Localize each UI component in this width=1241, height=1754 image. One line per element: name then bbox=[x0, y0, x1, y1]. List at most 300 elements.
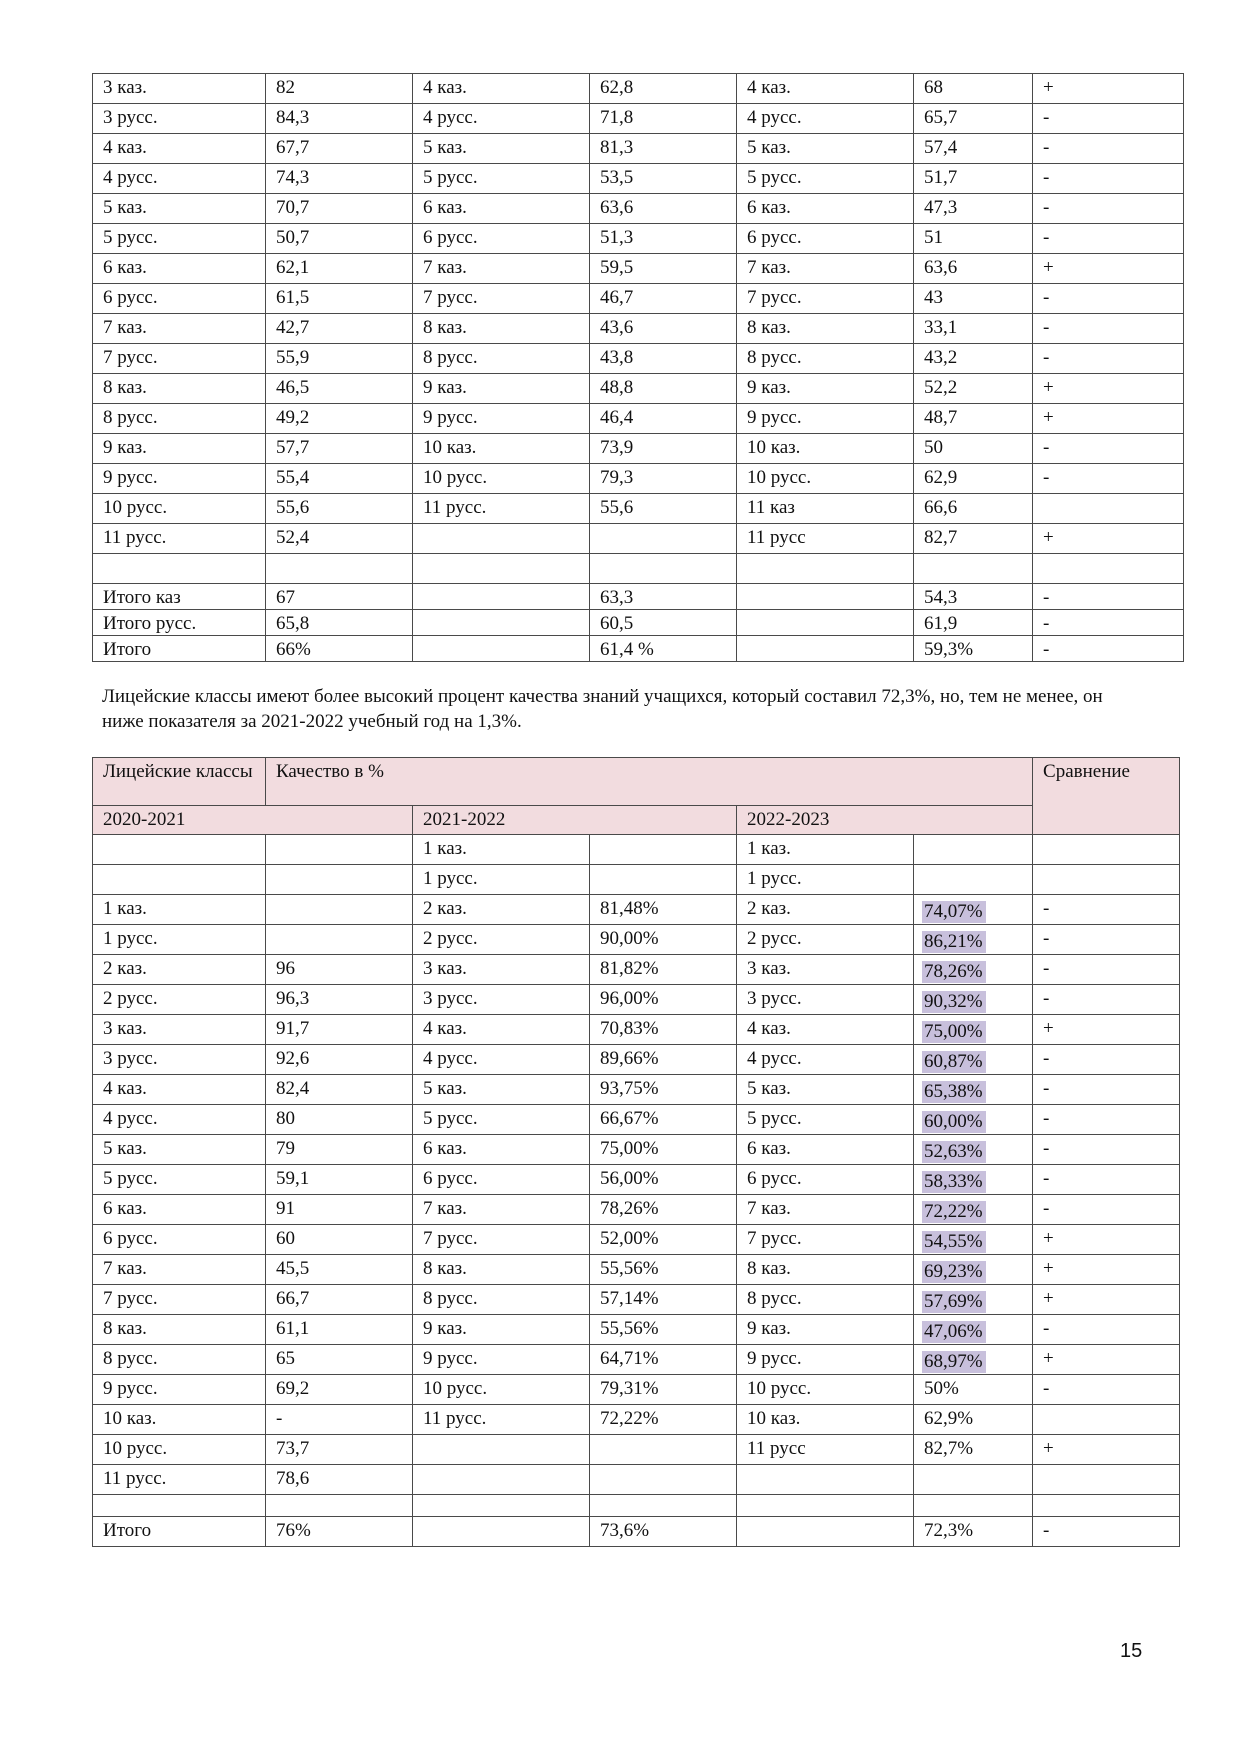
table-row bbox=[93, 925, 1180, 955]
table-cell bbox=[914, 1165, 1033, 1195]
table-cell: 9 каз. bbox=[413, 374, 590, 404]
table-cell: 10 русс. bbox=[737, 464, 914, 494]
table-cell: 52,2 bbox=[914, 374, 1033, 404]
table-cell: - bbox=[1033, 284, 1184, 314]
table-cell: 51,3 bbox=[590, 224, 737, 254]
table-cell: - bbox=[1033, 134, 1184, 164]
table-cell bbox=[413, 584, 590, 610]
table-cell: + bbox=[1033, 74, 1184, 104]
table-cell: 47,3 bbox=[914, 194, 1033, 224]
table-cell: + bbox=[1033, 404, 1184, 434]
table-cell: 8 каз. bbox=[93, 1315, 266, 1345]
table-row bbox=[93, 1045, 1180, 1075]
table-cell: 45,5 bbox=[266, 1255, 413, 1285]
table-cell: + bbox=[1033, 1255, 1180, 1285]
table-cell bbox=[914, 1495, 1033, 1517]
table-row bbox=[93, 1375, 1180, 1405]
table-cell: - bbox=[1033, 925, 1180, 955]
table-cell: - bbox=[1033, 104, 1184, 134]
table-cell: 7 каз. bbox=[93, 314, 266, 344]
header-lyceum-classes: Лицейские классы bbox=[93, 758, 266, 806]
table-cell: 55,6 bbox=[266, 494, 413, 524]
table-cell bbox=[914, 1255, 1033, 1285]
table-cell: 10 каз. bbox=[413, 434, 590, 464]
table-row bbox=[93, 1345, 1180, 1375]
table-cell: - bbox=[1033, 1195, 1180, 1225]
table-cell: 6 русс. bbox=[93, 284, 266, 314]
table-cell: - bbox=[1033, 314, 1184, 344]
table-cell: 43,8 bbox=[590, 344, 737, 374]
table-cell: 7 русс. bbox=[93, 1285, 266, 1315]
table-cell: 43,2 bbox=[914, 344, 1033, 374]
table-cell: 60,5 bbox=[590, 610, 737, 636]
table-cell bbox=[413, 610, 590, 636]
table-cell bbox=[590, 524, 737, 554]
table-cell: 10 каз. bbox=[737, 434, 914, 464]
table-row bbox=[93, 985, 1180, 1015]
table-cell: + bbox=[1033, 1285, 1180, 1315]
table-cell: - bbox=[1033, 1517, 1180, 1547]
table-cell: 81,3 bbox=[590, 134, 737, 164]
table-cell bbox=[914, 1135, 1033, 1165]
table-cell: 81,82% bbox=[590, 955, 737, 985]
table-cell bbox=[914, 1315, 1033, 1345]
table-cell: 7 каз. bbox=[413, 1195, 590, 1225]
header-year-2021-2022: 2021-2022 bbox=[413, 806, 737, 835]
table-cell: 2 каз. bbox=[737, 895, 914, 925]
table-cell: 4 каз. bbox=[93, 1075, 266, 1105]
table-cell: 8 русс. bbox=[737, 344, 914, 374]
table-cell: 66% bbox=[266, 636, 413, 662]
table-cell bbox=[914, 955, 1033, 985]
table-cell: + bbox=[1033, 1345, 1180, 1375]
table-cell: 82,7% bbox=[914, 1435, 1033, 1465]
table-cell: - bbox=[1033, 610, 1184, 636]
table-cell: 11 русс. bbox=[93, 524, 266, 554]
table-cell: 43,6 bbox=[590, 314, 737, 344]
table-cell: + bbox=[1033, 254, 1184, 284]
table-row bbox=[93, 344, 1184, 374]
table-row bbox=[93, 1075, 1180, 1105]
table-cell: 4 русс. bbox=[93, 1105, 266, 1135]
table-cell: 6 каз. bbox=[737, 1135, 914, 1165]
table-cell: 63,6 bbox=[914, 254, 1033, 284]
table-cell: 65,8 bbox=[266, 610, 413, 636]
table-cell: 9 русс. bbox=[93, 1375, 266, 1405]
table-cell: 4 русс. bbox=[413, 104, 590, 134]
table-cell: 46,4 bbox=[590, 404, 737, 434]
table-row bbox=[93, 835, 1180, 865]
table-row bbox=[93, 1195, 1180, 1225]
table-cell: 91,7 bbox=[266, 1015, 413, 1045]
table-cell: 82,7 bbox=[914, 524, 1033, 554]
table-cell: 4 каз. bbox=[737, 1015, 914, 1045]
table-cell: 8 каз. bbox=[413, 1255, 590, 1285]
table-cell bbox=[914, 865, 1033, 895]
table-cell bbox=[413, 1465, 590, 1495]
table-cell bbox=[914, 1195, 1033, 1225]
table-row bbox=[93, 895, 1180, 925]
table-cell bbox=[914, 835, 1033, 865]
table-cell: 54,3 bbox=[914, 584, 1033, 610]
table-cell: 7 русс. bbox=[737, 1225, 914, 1255]
table-cell bbox=[914, 1105, 1033, 1135]
table-cell: + bbox=[1033, 1015, 1180, 1045]
table-cell: 7 русс. bbox=[93, 344, 266, 374]
table-cell: 62,9 bbox=[914, 464, 1033, 494]
table-header-years-row bbox=[93, 806, 1180, 835]
table-cell: 9 русс. bbox=[413, 1345, 590, 1375]
table-cell: 62,9% bbox=[914, 1405, 1033, 1435]
table-cell: - bbox=[1033, 1315, 1180, 1345]
highlighted-value: 69,23% bbox=[922, 1261, 986, 1283]
table-cell bbox=[914, 1075, 1033, 1105]
table-cell: 61,1 bbox=[266, 1315, 413, 1345]
table-row bbox=[93, 74, 1184, 104]
table-cell: 11 русс. bbox=[93, 1465, 266, 1495]
table-cell: 51,7 bbox=[914, 164, 1033, 194]
table-cell: 5 каз. bbox=[93, 194, 266, 224]
highlighted-value: 57,69% bbox=[922, 1291, 986, 1313]
table-cell: 2 русс. bbox=[413, 925, 590, 955]
table-cell bbox=[914, 1465, 1033, 1495]
table-cell: 60 bbox=[266, 1225, 413, 1255]
table-cell: 9 русс. bbox=[737, 404, 914, 434]
table-cell: 72,22% bbox=[590, 1405, 737, 1435]
table-cell bbox=[914, 1285, 1033, 1315]
table-cell: 80 bbox=[266, 1105, 413, 1135]
table-cell: 7 русс. bbox=[737, 284, 914, 314]
table-cell: 62,8 bbox=[590, 74, 737, 104]
table-cell: 5 каз. bbox=[413, 134, 590, 164]
table-cell: 9 русс. bbox=[93, 464, 266, 494]
total-row bbox=[93, 636, 1184, 662]
table-cell: 73,6% bbox=[590, 1517, 737, 1547]
table-cell: 5 русс. bbox=[413, 164, 590, 194]
table-cell: 91 bbox=[266, 1195, 413, 1225]
table-cell: 7 каз. bbox=[413, 254, 590, 284]
table-cell: - bbox=[1033, 344, 1184, 374]
table-cell bbox=[914, 1015, 1033, 1045]
table-row bbox=[93, 1465, 1180, 1495]
table-cell: 5 каз. bbox=[413, 1075, 590, 1105]
table-cell bbox=[93, 554, 266, 584]
table-cell: 72,3% bbox=[914, 1517, 1033, 1547]
table-cell bbox=[413, 1495, 590, 1517]
table-cell: 81,48% bbox=[590, 895, 737, 925]
table-row bbox=[93, 1105, 1180, 1135]
table-cell: - bbox=[1033, 584, 1184, 610]
table-cell: 10 русс. bbox=[413, 1375, 590, 1405]
table-cell: 11 каз bbox=[737, 494, 914, 524]
table-cell: 82 bbox=[266, 74, 413, 104]
table-cell bbox=[266, 835, 413, 865]
table-cell: 52,00% bbox=[590, 1225, 737, 1255]
table-cell bbox=[590, 835, 737, 865]
table-cell bbox=[737, 584, 914, 610]
table-cell: 6 каз. bbox=[93, 1195, 266, 1225]
table-cell: 3 русс. bbox=[413, 985, 590, 1015]
table-cell: 74,3 bbox=[266, 164, 413, 194]
table-cell: 6 каз. bbox=[413, 194, 590, 224]
table-cell: 8 русс. bbox=[737, 1285, 914, 1315]
table-cell: 2 русс. bbox=[93, 985, 266, 1015]
table-row bbox=[93, 1015, 1180, 1045]
table-cell: 3 русс. bbox=[737, 985, 914, 1015]
table-cell: 5 каз. bbox=[93, 1135, 266, 1165]
table-cell: 63,3 bbox=[590, 584, 737, 610]
table-cell bbox=[266, 925, 413, 955]
table-row bbox=[93, 434, 1184, 464]
table-cell: 70,83% bbox=[590, 1015, 737, 1045]
table-cell bbox=[1033, 494, 1184, 524]
table-row bbox=[93, 134, 1184, 164]
highlighted-value: 52,63% bbox=[922, 1141, 986, 1163]
table-row bbox=[93, 224, 1184, 254]
table-cell bbox=[413, 554, 590, 584]
table-cell: 57,14% bbox=[590, 1285, 737, 1315]
table-cell: 79 bbox=[266, 1135, 413, 1165]
table-cell bbox=[914, 925, 1033, 955]
table-row bbox=[93, 865, 1180, 895]
table-cell: 9 каз. bbox=[737, 1315, 914, 1345]
table-cell bbox=[737, 1517, 914, 1547]
table-cell: 78,6 bbox=[266, 1465, 413, 1495]
highlighted-value: 65,38% bbox=[922, 1081, 986, 1103]
table-cell: 9 каз. bbox=[413, 1315, 590, 1345]
table-cell: - bbox=[1033, 1105, 1180, 1135]
table-cell: - bbox=[1033, 164, 1184, 194]
table-row bbox=[93, 164, 1184, 194]
table-cell bbox=[590, 865, 737, 895]
table-cell: 10 русс. bbox=[93, 1435, 266, 1465]
table-cell: 57,7 bbox=[266, 434, 413, 464]
table-cell: - bbox=[266, 1405, 413, 1435]
table-cell: 50,7 bbox=[266, 224, 413, 254]
table-cell: 8 русс. bbox=[93, 404, 266, 434]
table-cell: 69,2 bbox=[266, 1375, 413, 1405]
table-cell: 4 каз. bbox=[413, 1015, 590, 1045]
table-cell bbox=[413, 1435, 590, 1465]
table-cell: 55,6 bbox=[590, 494, 737, 524]
table-cell: 79,3 bbox=[590, 464, 737, 494]
table-cell: 10 русс. bbox=[93, 494, 266, 524]
table-cell: 50 bbox=[914, 434, 1033, 464]
table-cell bbox=[93, 1495, 266, 1517]
table-cell: Итого русс. bbox=[93, 610, 266, 636]
table-cell: 79,31% bbox=[590, 1375, 737, 1405]
header-quality: Качество в % bbox=[266, 758, 1033, 806]
table-cell: 1 каз. bbox=[93, 895, 266, 925]
table-row bbox=[93, 464, 1184, 494]
table-cell: 48,7 bbox=[914, 404, 1033, 434]
table-cell bbox=[590, 1435, 737, 1465]
table-cell: 8 русс. bbox=[413, 344, 590, 374]
table-row bbox=[93, 1315, 1180, 1345]
table-cell: 68 bbox=[914, 74, 1033, 104]
table-row bbox=[93, 1135, 1180, 1165]
table-cell: 4 русс. bbox=[93, 164, 266, 194]
table-row bbox=[93, 314, 1184, 344]
table-cell bbox=[266, 865, 413, 895]
table-cell: 49,2 bbox=[266, 404, 413, 434]
table-cell: 1 русс. bbox=[93, 925, 266, 955]
table-cell: 5 каз. bbox=[737, 1075, 914, 1105]
table-cell bbox=[1033, 1405, 1180, 1435]
table-cell: 4 русс. bbox=[413, 1045, 590, 1075]
table-cell: 6 каз. bbox=[93, 254, 266, 284]
table-row bbox=[93, 955, 1180, 985]
highlighted-value: 47,06% bbox=[922, 1321, 986, 1343]
table-cell bbox=[1033, 865, 1180, 895]
table-cell: 51 bbox=[914, 224, 1033, 254]
table-cell: 43 bbox=[914, 284, 1033, 314]
table-cell: 3 русс. bbox=[93, 104, 266, 134]
table-cell bbox=[266, 895, 413, 925]
table-cell: - bbox=[1033, 1375, 1180, 1405]
table-cell bbox=[1033, 1495, 1180, 1517]
table-cell bbox=[914, 985, 1033, 1015]
table-cell: 8 каз. bbox=[93, 374, 266, 404]
highlighted-value: 58,33% bbox=[922, 1171, 986, 1193]
table-cell: 55,56% bbox=[590, 1255, 737, 1285]
table-cell: - bbox=[1033, 434, 1184, 464]
table-cell bbox=[914, 554, 1033, 584]
table-cell: 9 русс. bbox=[737, 1345, 914, 1375]
table-cell: 78,26% bbox=[590, 1195, 737, 1225]
table-cell: 6 каз. bbox=[737, 194, 914, 224]
table-cell: 3 русс. bbox=[93, 1045, 266, 1075]
total-row bbox=[93, 610, 1184, 636]
table-cell: 71,8 bbox=[590, 104, 737, 134]
table-row bbox=[93, 194, 1184, 224]
table-cell: 66,7 bbox=[266, 1285, 413, 1315]
table-cell: 4 каз. bbox=[93, 134, 266, 164]
table-cell: 1 русс. bbox=[737, 865, 914, 895]
table-cell: + bbox=[1033, 374, 1184, 404]
table-row bbox=[93, 1255, 1180, 1285]
table-cell: 53,5 bbox=[590, 164, 737, 194]
table-cell: 4 каз. bbox=[737, 74, 914, 104]
table-cell: 4 русс. bbox=[737, 1045, 914, 1075]
highlighted-value: 86,21% bbox=[922, 931, 986, 953]
table-cell: 2 русс. bbox=[737, 925, 914, 955]
table-cell: - bbox=[1033, 955, 1180, 985]
table-cell: - bbox=[1033, 194, 1184, 224]
table-cell: 65 bbox=[266, 1345, 413, 1375]
table-cell: 8 каз. bbox=[737, 314, 914, 344]
table-cell: 33,1 bbox=[914, 314, 1033, 344]
table-cell: 50% bbox=[914, 1375, 1033, 1405]
table-cell bbox=[590, 554, 737, 584]
table-cell: 64,71% bbox=[590, 1345, 737, 1375]
table-cell: 9 каз. bbox=[737, 374, 914, 404]
table-cell: - bbox=[1033, 985, 1180, 1015]
table-row bbox=[93, 104, 1184, 134]
table-cell: 7 каз. bbox=[93, 1255, 266, 1285]
table-cell: + bbox=[1033, 524, 1184, 554]
table-cell: - bbox=[1033, 1135, 1180, 1165]
table-cell: 6 русс. bbox=[93, 1225, 266, 1255]
table-cell: 11 русс bbox=[737, 524, 914, 554]
header-year-2022-2023: 2022-2023 bbox=[737, 806, 1033, 835]
table-cell: 65,7 bbox=[914, 104, 1033, 134]
table-cell bbox=[914, 1225, 1033, 1255]
table-header-row bbox=[93, 758, 1180, 806]
table-cell bbox=[93, 865, 266, 895]
table-cell bbox=[737, 1465, 914, 1495]
page-number: 15 bbox=[1120, 1640, 1143, 1662]
table-cell: 55,4 bbox=[266, 464, 413, 494]
total-row bbox=[93, 1517, 1180, 1547]
table-cell: 70,7 bbox=[266, 194, 413, 224]
table-cell: - bbox=[1033, 1165, 1180, 1195]
header-year-2020-2021: 2020-2021 bbox=[93, 806, 413, 835]
table-cell: 11 русс bbox=[737, 1435, 914, 1465]
table-cell: 7 русс. bbox=[413, 284, 590, 314]
table-cell: - bbox=[1033, 464, 1184, 494]
table-cell: 11 русс. bbox=[413, 1405, 590, 1435]
table-cell bbox=[590, 1495, 737, 1517]
table-cell: 6 русс. bbox=[413, 1165, 590, 1195]
table-cell: - bbox=[1033, 636, 1184, 662]
table-cell: 10 русс. bbox=[737, 1375, 914, 1405]
table-cell: 9 русс. bbox=[413, 404, 590, 434]
table-cell: 1 русс. bbox=[413, 865, 590, 895]
table-cell: 61,9 bbox=[914, 610, 1033, 636]
table-cell: 5 русс. bbox=[93, 1165, 266, 1195]
table-cell: 62,1 bbox=[266, 254, 413, 284]
table-cell: - bbox=[1033, 224, 1184, 254]
table-row bbox=[93, 1225, 1180, 1255]
table-cell: 63,6 bbox=[590, 194, 737, 224]
table-row bbox=[93, 494, 1184, 524]
table-row bbox=[93, 524, 1184, 554]
highlighted-value: 74,07% bbox=[922, 901, 986, 923]
table-cell: 96,3 bbox=[266, 985, 413, 1015]
table-cell: - bbox=[1033, 1045, 1180, 1075]
table-cell bbox=[266, 554, 413, 584]
table-cell: 11 русс. bbox=[413, 494, 590, 524]
table-cell: - bbox=[1033, 895, 1180, 925]
table-cell: 4 каз. bbox=[413, 74, 590, 104]
table-row bbox=[93, 404, 1184, 434]
table-row bbox=[93, 1165, 1180, 1195]
table-cell: 61,5 bbox=[266, 284, 413, 314]
table-cell: 59,1 bbox=[266, 1165, 413, 1195]
table-cell: 5 русс. bbox=[413, 1105, 590, 1135]
table-cell: 67,7 bbox=[266, 134, 413, 164]
table-cell: 6 русс. bbox=[737, 224, 914, 254]
table-cell: 10 каз. bbox=[737, 1405, 914, 1435]
table-cell: 4 русс. bbox=[737, 104, 914, 134]
table-cell: 5 русс. bbox=[93, 224, 266, 254]
table-cell: 5 каз. bbox=[737, 134, 914, 164]
table-cell bbox=[914, 895, 1033, 925]
table-row bbox=[93, 1405, 1180, 1435]
table-row bbox=[93, 1435, 1180, 1465]
table-cell bbox=[737, 610, 914, 636]
table-cell: 10 каз. bbox=[93, 1405, 266, 1435]
table-cell: 7 каз. bbox=[737, 254, 914, 284]
table-cell: 5 русс. bbox=[737, 164, 914, 194]
table-row bbox=[93, 554, 1184, 584]
table-cell: 1 каз. bbox=[413, 835, 590, 865]
table-cell: Итого bbox=[93, 1517, 266, 1547]
highlighted-value: 60,87% bbox=[922, 1051, 986, 1073]
header-compare: Сравнение bbox=[1033, 758, 1180, 835]
table-cell: + bbox=[1033, 1225, 1180, 1255]
